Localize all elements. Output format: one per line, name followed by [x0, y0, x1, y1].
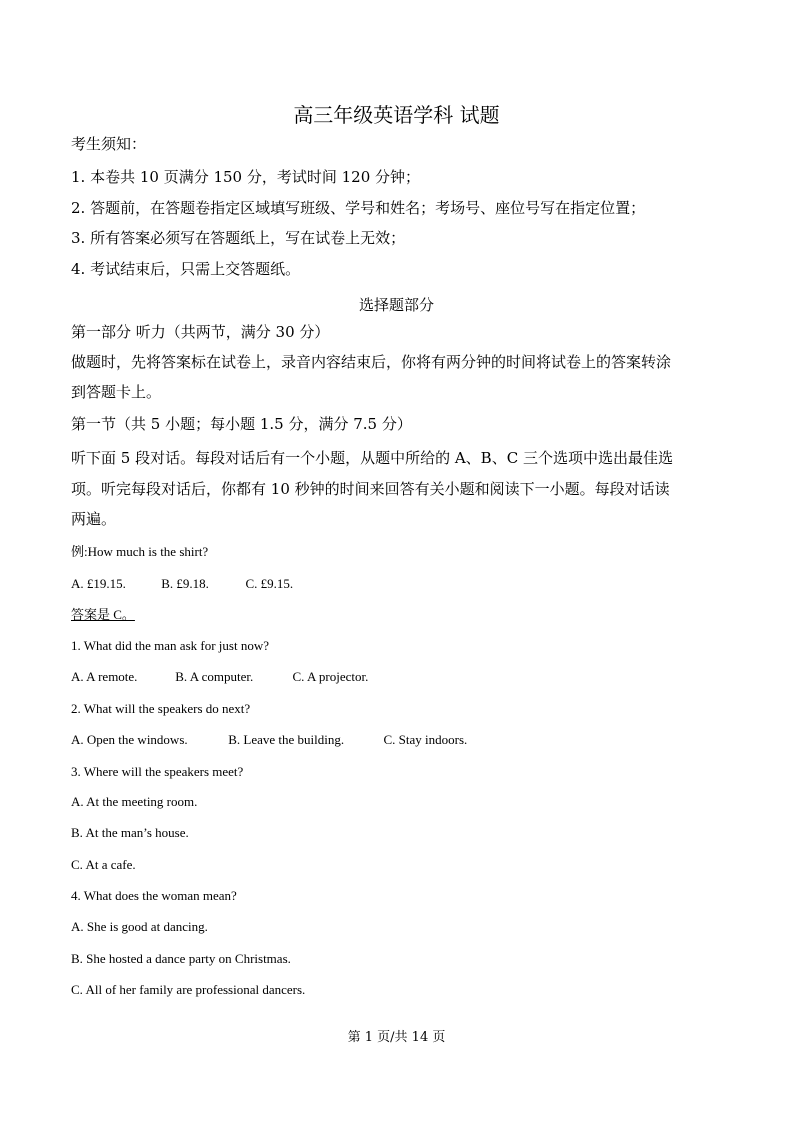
- example-option-c: C. £9.15.: [245, 576, 294, 591]
- question-3: 3. Where will the speakers meet?: [71, 764, 244, 779]
- question-4-option-a: A. She is good at dancing.: [71, 919, 208, 934]
- part1-instructions-line-2: 到答题卡上。: [71, 383, 162, 401]
- question-3-option-c: C. At a cafe.: [71, 857, 136, 872]
- question-2-option-b: B. Leave the building.: [228, 732, 345, 747]
- notice-item-2: 2. 答题前，在答题卷指定区域填写班级、学号和姓名；考场号、座位号写在指定位置；: [71, 199, 646, 217]
- question-4: 4. What does the woman mean?: [71, 888, 237, 903]
- section-title: 选择题部分: [358, 296, 434, 314]
- notice-heading: 考生须知：: [71, 135, 147, 153]
- question-2: 2. What will the speakers do next?: [71, 701, 251, 716]
- section1-instructions-line-2: 项。听完每段对话后，你都有 10 秒钟的时间来回答有关小题和阅读下一小题。每段对话读: [71, 480, 670, 498]
- example-options: [71, 577, 293, 590]
- notice-item-1: 1. 本卷共 10 页满分 150 分，考试时间 120 分钟；: [71, 168, 421, 186]
- example-option-b: B. £9.18.: [161, 576, 209, 591]
- question-1-option-a: A. A remote.: [71, 669, 138, 684]
- question-1-options: [71, 670, 368, 683]
- page-title: 高三年级英语学科 试题: [293, 103, 500, 127]
- section1-instructions-line-1: 听下面 5 段对话。每段对话后有一个小题，从题中所给的 A、B、C 三个选项中选出最佳选: [71, 449, 673, 467]
- part1-instructions-line-1: 做题时，先将答案标在试卷上，录音内容结束后，你将有两分钟的时间将试卷上的答案转涂: [71, 353, 672, 371]
- question-4-option-b: B. She hosted a dance party on Christmas.: [71, 951, 291, 966]
- notice-item-4: 4. 考试结束后，只需上交答题纸。: [71, 260, 301, 278]
- question-1-option-b: B. A computer.: [175, 669, 254, 684]
- question-4-option-c: C. All of her family are professional dancers.: [71, 982, 306, 997]
- question-3-option-b: B. At the man’s house.: [71, 825, 189, 840]
- section1-heading: 第一节（共 5 小题；每小题 1.5 分，满分 7.5 分）: [71, 415, 412, 433]
- question-1: 1. What did the man ask for just now?: [71, 638, 269, 653]
- question-2-options: [71, 733, 467, 746]
- question-2-option-a: A. Open the windows.: [71, 732, 188, 747]
- section1-instructions-line-3: 两遍。: [71, 510, 117, 528]
- question-3-option-a: A. At the meeting room.: [71, 794, 198, 809]
- question-2-option-c: C. Stay indoors.: [383, 732, 468, 747]
- example-option-a: A. £19.15.: [71, 576, 126, 591]
- page-footer: 第 1 页/共 14 页: [347, 1030, 446, 1045]
- notice-item-3: 3. 所有答案必须写在答题纸上，写在试卷上无效；: [71, 229, 406, 247]
- question-1-option-c: C. A projector.: [292, 669, 369, 684]
- example-question: 例:How much is the shirt?: [71, 544, 209, 559]
- part1-heading: 第一部分 听力（共两节，满分 30 分）: [71, 323, 330, 341]
- example-answer: 答案是 C。: [71, 607, 135, 622]
